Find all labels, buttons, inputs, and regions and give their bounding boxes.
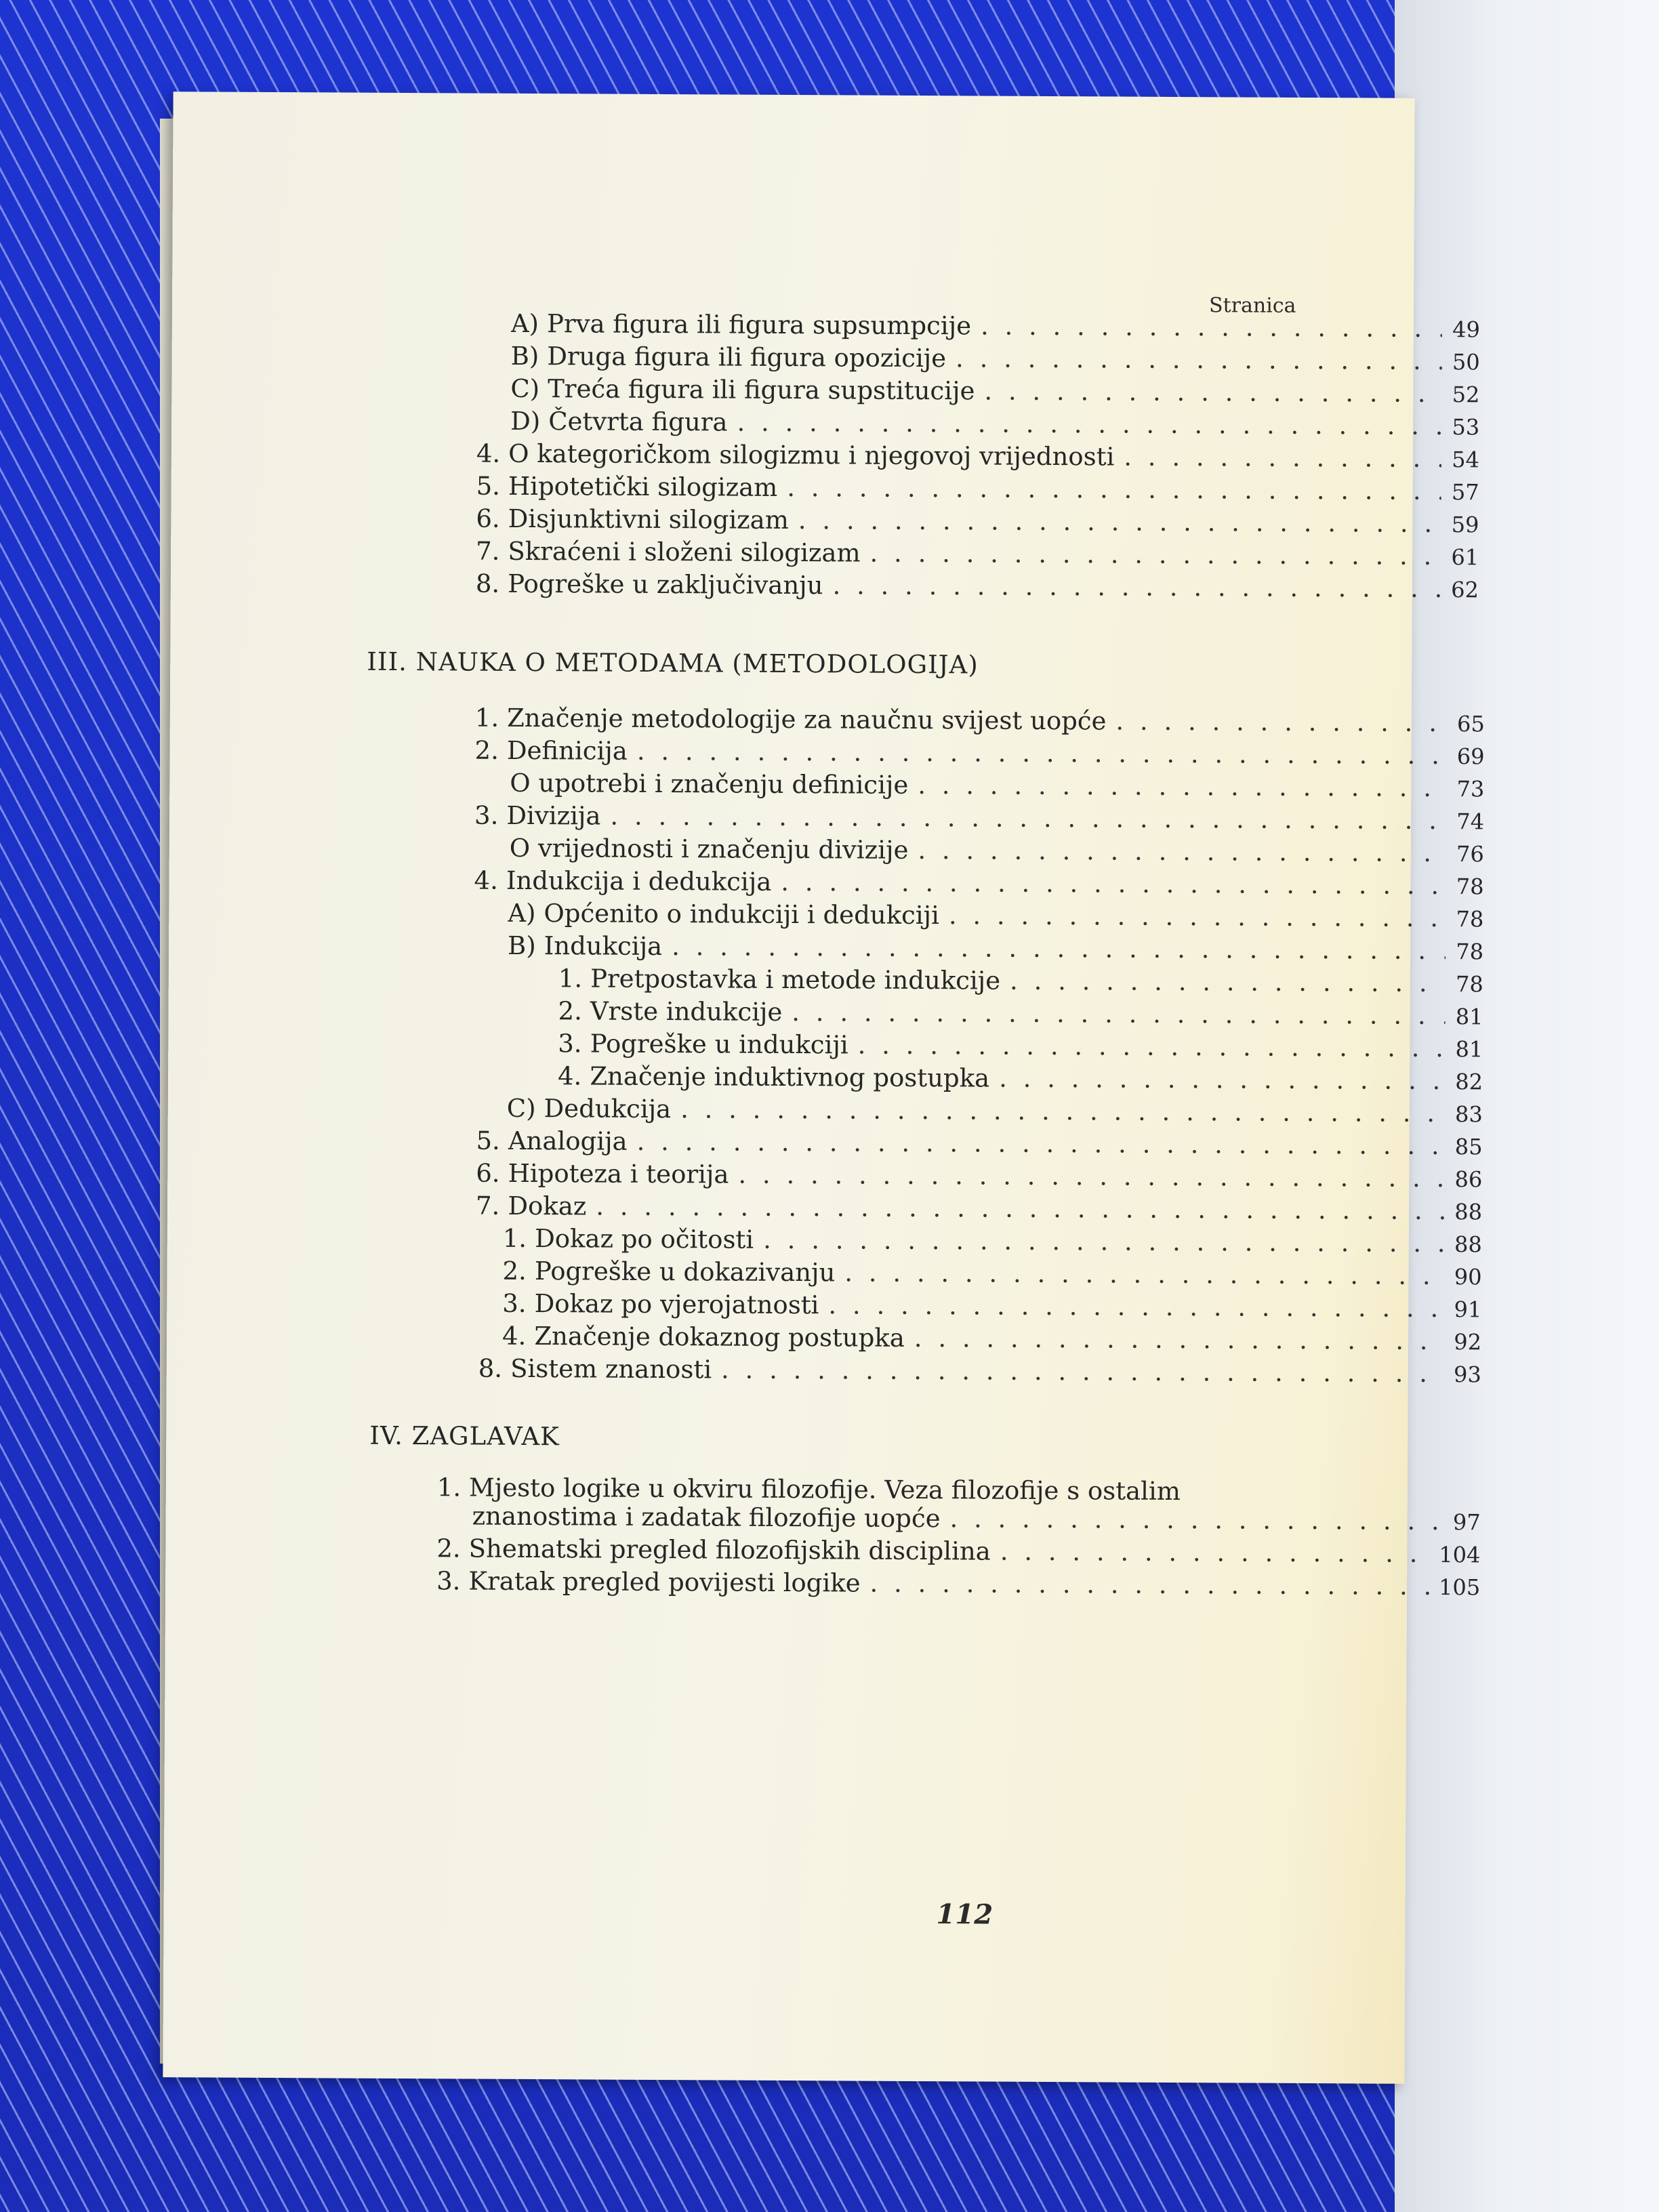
toc-entry: 6. Disjunktivni silogizam . . . 59 xyxy=(476,504,1479,539)
toc-entry: 1. Dokaz po očitosti . . . 88 xyxy=(503,1224,1482,1259)
section-heading-iii: III. NAUKA O METODAMA (METODOLOGIJA) xyxy=(367,647,979,680)
toc-entry: O upotrebi i značenju definicije . . . 73 xyxy=(501,769,1484,804)
toc-entry: O vrijednosti i značenju divizije . . . 76 xyxy=(501,834,1484,869)
book-page xyxy=(163,91,1485,2084)
toc-entry: 5. Analogija . . . 85 xyxy=(476,1126,1482,1162)
toc-entry: 6. Hipoteza i teorija . . . 86 xyxy=(476,1159,1482,1194)
toc-entry: 8. Sistem znanosti . . . 93 xyxy=(478,1354,1481,1389)
toc-entry: 3. Pogreške u indukciji . . . 81 xyxy=(558,1029,1483,1063)
toc-entry: 1. Mjesto logike u okviru filozofije. Veza filozofije s ostalim xyxy=(436,1473,1181,1507)
toc-entry: C) Dedukcija . . . 83 xyxy=(507,1094,1483,1129)
toc-entry: 4. Indukcija i dedukcija . . . 78 xyxy=(474,866,1483,901)
toc-entry: A) Prva figura ili figura supsumpcije . . . 49 xyxy=(511,309,1480,344)
toc-entry: 3. Divizija . . . 74 xyxy=(474,801,1484,836)
toc-entry: D) Četvrta figura . . . 53 xyxy=(510,407,1479,441)
toc-entry: 4. Značenje induktivnog postupka . . . 82 xyxy=(558,1061,1483,1096)
toc-entry: 5. Hipotetički silogizam . . . 57 xyxy=(476,472,1479,507)
toc-entry: 7. Skraćeni i složeni silogizam . . . 61 xyxy=(476,537,1479,572)
toc-entry: B) Druga figura ili figura opozicije . . . 50 xyxy=(511,342,1480,376)
toc-entry: 7. Dokaz . . . 88 xyxy=(476,1191,1482,1227)
toc-entry: C) Treća figura ili figura supstitucije . . . 52 xyxy=(510,374,1479,409)
toc-entry: A) Općenito o indukciji i dedukciji . . . 78 xyxy=(508,899,1483,934)
toc-entry: 3. Kratak pregled povijesti logike . . . 105 xyxy=(436,1566,1480,1601)
toc-entry: 8. Pogreške u zaključivanju . . . 62 xyxy=(476,569,1479,605)
toc-entry: 1. Značenje metodologije za naučnu svijest uopće . . . 65 xyxy=(475,703,1485,739)
toc-entry: 2. Shematski pregled filozofijskih disciplina . . . 104 xyxy=(436,1534,1480,1569)
toc-entry: znanostima i zadatak filozofije uopće . . . 97 xyxy=(464,1501,1481,1536)
toc-entry: 1. Pretpostavka i metode indukcije . . . 78 xyxy=(558,964,1483,998)
toc-entry: 4. O kategoričkom silogizmu i njegovoj vrijednosti . . . 54 xyxy=(476,439,1479,474)
toc-entry: 2. Pogreške u dokazivanju . . . 90 xyxy=(502,1256,1481,1292)
toc-entry: 4. Značenje dokaznog postupka . . . 92 xyxy=(502,1322,1481,1357)
toc-entry: B) Indukcija . . . 78 xyxy=(508,931,1483,966)
section-heading-iv: IV. ZAGLAVAK xyxy=(369,1420,560,1452)
page-number: 112 xyxy=(936,1898,994,1931)
toc-entry: 2. Definicija . . . 69 xyxy=(474,736,1484,771)
toc-entry: 2. Vrste indukcije . . . 81 xyxy=(558,996,1483,1031)
stranica-label: Stranica xyxy=(1208,293,1296,318)
toc-entry: 3. Dokaz po vjerojatnosti . . . 91 xyxy=(502,1289,1481,1324)
